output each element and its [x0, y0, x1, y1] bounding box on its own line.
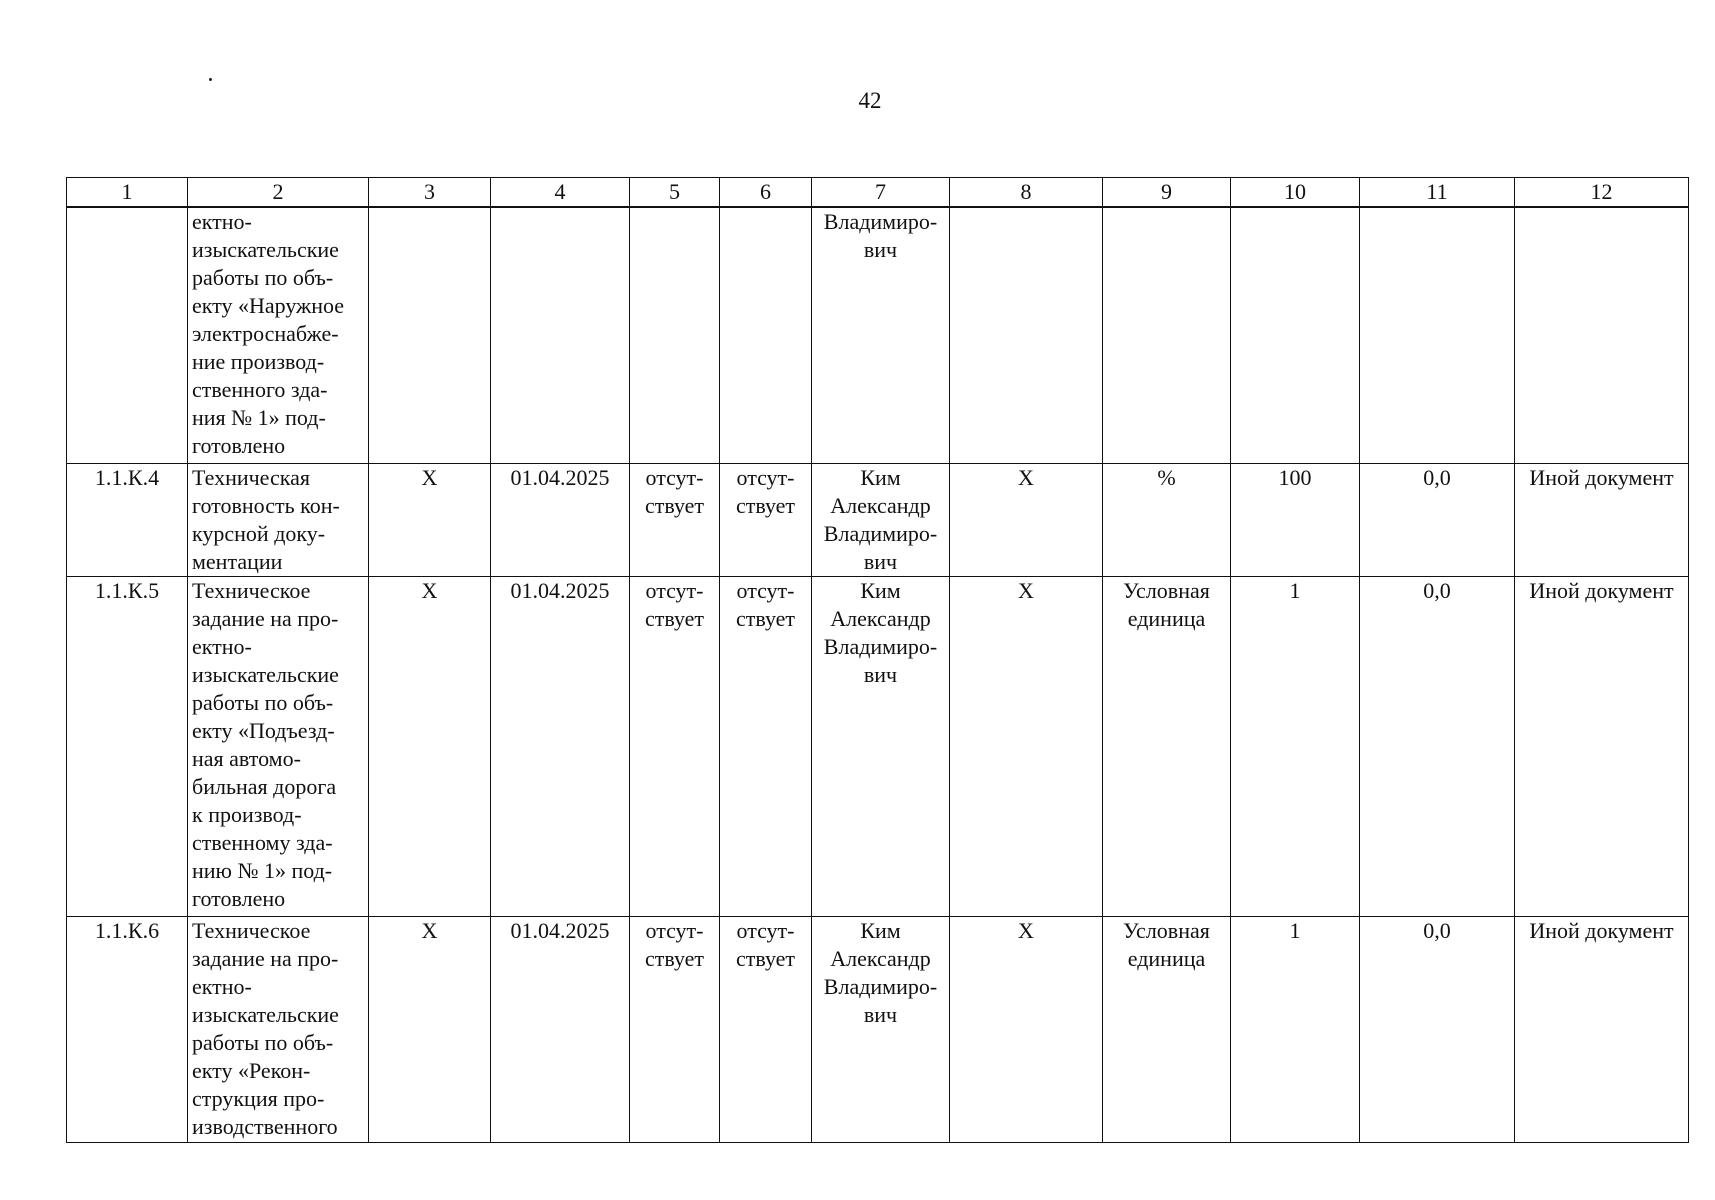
- column-number-row: [67, 178, 1689, 208]
- col8-cell: X: [950, 463, 1103, 576]
- unit-cell: Условная единица: [1103, 916, 1231, 1142]
- description-cell: Техническое задание на про- ектно- изыскательские работы по объ- екту «Подъезд- ная автомо- бильная дорога к производ- ственному зда- нию № 1» под- готовлено: [188, 576, 369, 916]
- column-header: 9: [1103, 178, 1231, 208]
- row-id-cell: [67, 207, 188, 463]
- column-header: 1: [67, 178, 188, 208]
- base-cell: 0,0: [1360, 916, 1515, 1142]
- col6-cell: отсут- ствует: [720, 463, 812, 576]
- value-cell: 100: [1231, 463, 1360, 576]
- date-cell: 01.04.2025: [491, 916, 630, 1142]
- responsible-cell: Ким Александр Владимиро- вич: [812, 916, 950, 1142]
- col8-cell: X: [950, 916, 1103, 1142]
- col5-cell: отсут- ствует: [630, 916, 720, 1142]
- responsible-cell: Владимиро- вич: [812, 207, 950, 463]
- unit-cell: [1103, 207, 1231, 463]
- col6-cell: отсут- ствует: [720, 916, 812, 1142]
- value-cell: 1: [1231, 576, 1360, 916]
- date-cell: 01.04.2025: [491, 463, 630, 576]
- col6-cell: отсут- ствует: [720, 576, 812, 916]
- col3-cell: X: [369, 463, 491, 576]
- base-cell: 0,0: [1360, 576, 1515, 916]
- col8-cell: [950, 207, 1103, 463]
- col8-cell: X: [950, 576, 1103, 916]
- table-row: [67, 463, 1689, 576]
- column-header: 7: [812, 178, 950, 208]
- column-header: 2: [188, 178, 369, 208]
- unit-cell: %: [1103, 463, 1231, 576]
- column-header: 12: [1515, 178, 1689, 208]
- document-cell: [1515, 207, 1689, 463]
- date-cell: 01.04.2025: [491, 576, 630, 916]
- value-cell: [1231, 207, 1360, 463]
- unit-cell: Условная единица: [1103, 576, 1231, 916]
- col5-cell: [630, 207, 720, 463]
- responsible-cell: Ким Александр Владимиро- вич: [812, 576, 950, 916]
- base-cell: 0,0: [1360, 463, 1515, 576]
- col5-cell: отсут- ствует: [630, 463, 720, 576]
- document-cell: Иной документ: [1515, 576, 1689, 916]
- date-cell: [491, 207, 630, 463]
- description-cell: Техническое задание на про- ектно- изыскательские работы по объ- екту «Рекон- струкция про- изводственного: [188, 916, 369, 1142]
- column-header: 4: [491, 178, 630, 208]
- column-header: 5: [630, 178, 720, 208]
- base-cell: [1360, 207, 1515, 463]
- column-header: 11: [1360, 178, 1515, 208]
- page-number: 42: [858, 88, 882, 113]
- value-cell: 1: [1231, 916, 1360, 1142]
- description-cell: Техническая готовность кон- курсной доку- ментации: [188, 463, 369, 576]
- col3-cell: [369, 207, 491, 463]
- row-id-cell: 1.1.К.4: [67, 463, 188, 576]
- responsible-cell: Ким Александр Владимиро- вич: [812, 463, 950, 576]
- row-id-cell: 1.1.К.6: [67, 916, 188, 1142]
- column-header: 6: [720, 178, 812, 208]
- indicators-table: [66, 177, 1689, 1143]
- table-row: [67, 576, 1689, 916]
- scan-speck: [209, 78, 212, 81]
- table-row: [67, 207, 1689, 463]
- description-cell: ектно- изыскательские работы по объ- екту «Наружное электроснабже- ние производ- ственного зда- ния № 1» под- готовлено: [188, 207, 369, 463]
- col5-cell: отсут- ствует: [630, 576, 720, 916]
- document-cell: Иной документ: [1515, 916, 1689, 1142]
- column-header: 3: [369, 178, 491, 208]
- col6-cell: [720, 207, 812, 463]
- document-cell: Иной документ: [1515, 463, 1689, 576]
- row-id-cell: 1.1.К.5: [67, 576, 188, 916]
- column-header: 10: [1231, 178, 1360, 208]
- col3-cell: X: [369, 916, 491, 1142]
- column-header: 8: [950, 178, 1103, 208]
- table-row: [67, 916, 1689, 1142]
- col3-cell: X: [369, 576, 491, 916]
